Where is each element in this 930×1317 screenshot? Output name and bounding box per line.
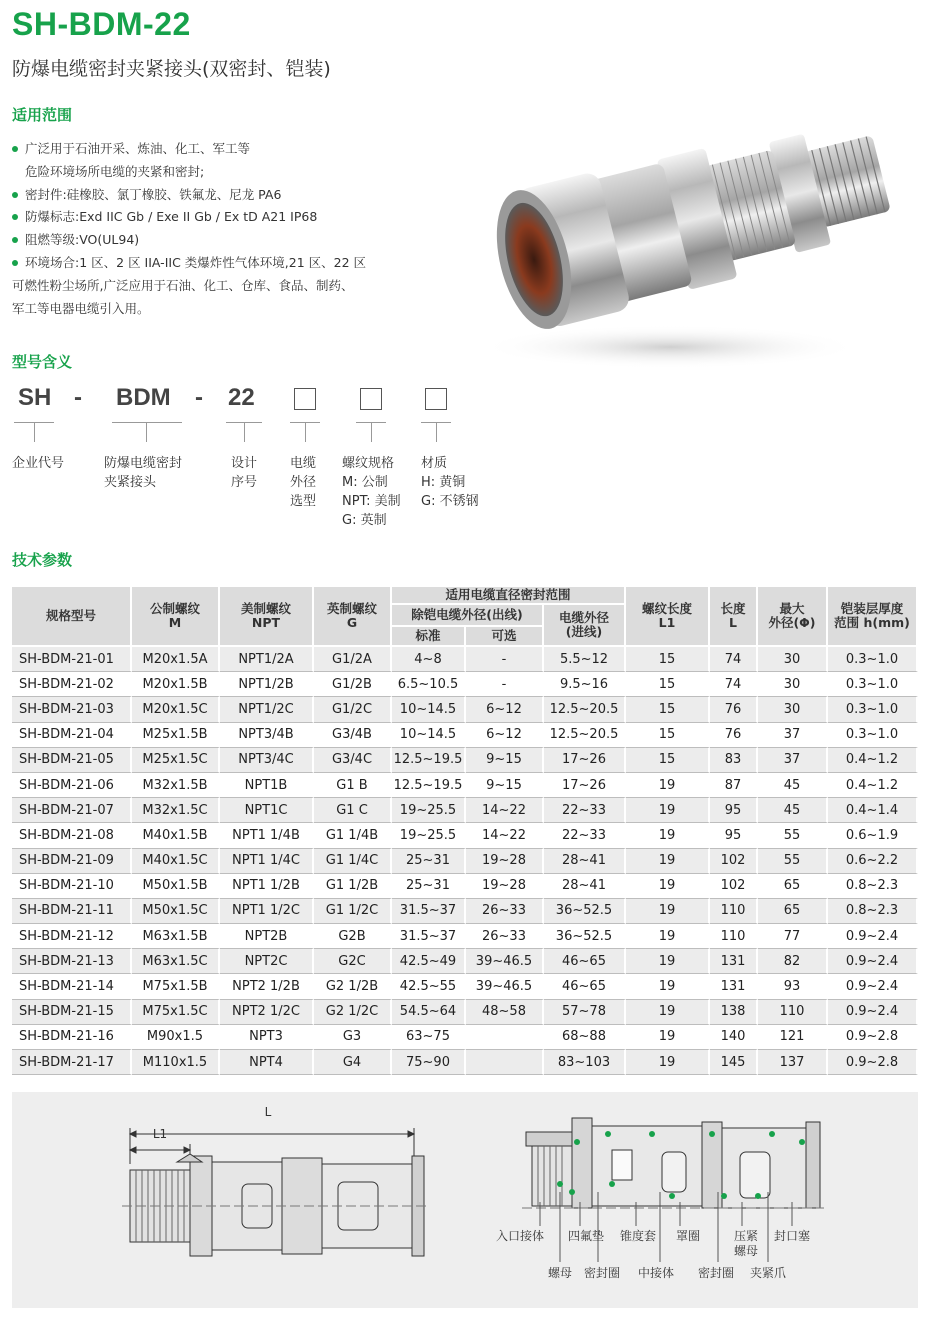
table-cell: M110x1.5 [132,1050,220,1075]
table-cell: SH-BDM-21-16 [12,1025,132,1050]
th-metric: 公制螺纹 M [132,587,220,647]
table-cell: 9.5~16 [544,672,626,697]
leader-line [244,422,245,442]
table-cell: 19~25.5 [392,798,466,823]
table-cell: 45 [758,773,828,798]
underline [112,422,182,423]
scope-list [12,138,452,320]
table-cell: NPT1 1/2B [220,874,314,899]
table-cell: 110 [710,899,758,924]
table-cell [466,1025,544,1050]
table-cell: 0.6~2.2 [828,849,918,874]
model-label-product: 防爆电缆密封 夹紧接头 [104,456,183,490]
model-label-material: 材质 H: 黄铜 G: 不锈钢 [421,456,479,509]
table-cell: 19 [626,1000,710,1025]
table-cell: SH-BDM-21-10 [12,874,132,899]
table-cell: M32x1.5C [132,798,220,823]
section-heading-tech: 技术参数 [12,551,73,569]
table-cell: 19 [626,974,710,999]
table-cell: 30 [758,697,828,722]
table-cell: 37 [758,723,828,748]
part-label: 中接体 [637,1266,675,1280]
table-cell: M20x1.5B [132,672,220,697]
model-label-thread: 螺纹规格 M: 公制 NPT: 美制 G: 英制 [342,456,401,528]
leader-line [436,422,437,442]
model-code-22: 22 [228,384,255,411]
table-cell: 9~15 [466,773,544,798]
table-row [12,924,918,949]
table-cell: M50x1.5C [132,899,220,924]
part-label: 密封圈 [697,1266,735,1280]
table-cell: 131 [710,974,758,999]
table-cell: SH-BDM-21-12 [12,924,132,949]
table-cell: SH-BDM-21-01 [12,647,132,672]
table-row [12,647,918,672]
table-cell: 0.8~2.3 [828,874,918,899]
table-cell: 121 [758,1025,828,1050]
model-code-dash: - [74,384,82,411]
table-cell: 55 [758,823,828,848]
table-cell: 45 [758,798,828,823]
page-subtitle: 防爆电缆密封夹紧接头(双密封、铠装) [12,58,331,80]
table-cell: SH-BDM-21-04 [12,723,132,748]
list-item: 防爆标志:Exd IIC Gb / Exe II Gb / Ex tD A21 IP68 [12,206,452,229]
table-row [12,949,918,974]
table-cell: M25x1.5C [132,748,220,773]
table-cell: 19 [626,773,710,798]
table-cell: 12.5~19.5 [392,773,466,798]
table-cell: 102 [710,849,758,874]
part-label: 螺母 [733,1244,759,1258]
part-label: 入口接体 [495,1229,545,1243]
part-label: 密封圈 [583,1266,621,1280]
table-cell: 0.3~1.0 [828,697,918,722]
table-row [12,672,918,697]
table-cell: - [466,672,544,697]
table-cell: 6~12 [466,697,544,722]
table-cell: M25x1.5B [132,723,220,748]
table-cell: 76 [710,723,758,748]
table-cell: M90x1.5 [132,1025,220,1050]
table-cell: M50x1.5B [132,874,220,899]
table-cell: 0.4~1.4 [828,798,918,823]
table-cell: 0.4~1.2 [828,748,918,773]
table-cell: NPT4 [220,1050,314,1075]
table-cell: 138 [710,1000,758,1025]
bullet-icon [12,214,18,220]
table-cell: 87 [710,773,758,798]
table-cell: 39~46.5 [466,974,544,999]
model-placeholder-box [360,388,382,410]
table-cell: NPT2 1/2C [220,1000,314,1025]
table-cell: 17~26 [544,748,626,773]
table-cell: 4~8 [392,647,466,672]
table-cell: 15 [626,723,710,748]
table-cell: M32x1.5B [132,773,220,798]
model-label-company: 企业代号 [12,456,65,471]
table-cell: 42.5~49 [392,949,466,974]
table-cell: 42.5~55 [392,974,466,999]
table-cell: 15 [626,697,710,722]
th-standard: 标准 [392,627,466,647]
table-cell: 28~41 [544,849,626,874]
table-cell: 14~22 [466,798,544,823]
section-heading-scope: 适用范围 [12,106,73,124]
table-cell: 0.9~2.4 [828,924,918,949]
section-heading-model: 型号含义 [12,353,73,371]
th-model: 规格型号 [12,587,132,647]
model-label-design: 设计 序号 [231,456,258,490]
table-cell: NPT3/4C [220,748,314,773]
model-label-cable: 电缆 外径 选型 [290,456,317,509]
table-cell: 36~52.5 [544,924,626,949]
table-cell: G2C [314,949,392,974]
table-row [12,974,918,999]
table-cell: M40x1.5C [132,849,220,874]
table-cell: SH-BDM-21-02 [12,672,132,697]
th-length: 长度 L [710,587,758,647]
table-cell: 12.5~19.5 [392,748,466,773]
table-cell: G1/2A [314,647,392,672]
th-optional: 可选 [466,627,544,647]
table-cell: 82 [758,949,828,974]
table-cell: G1 1/2B [314,874,392,899]
table-cell: 65 [758,899,828,924]
th-maxd: 最大 外径(Φ) [758,587,828,647]
table-cell: G3/4C [314,748,392,773]
table-cell: G1 1/4B [314,823,392,848]
table-cell: 19 [626,798,710,823]
table-row [12,899,918,924]
table-cell: 31.5~37 [392,899,466,924]
table-cell: 0.9~2.8 [828,1050,918,1075]
table-cell: G2 1/2C [314,1000,392,1025]
table-cell: M20x1.5A [132,647,220,672]
page-title: SH-BDM-22 [12,6,191,42]
th-npt: 美制螺纹 NPT [220,587,314,647]
spec-table-body [12,647,918,1075]
table-cell: 6~12 [466,723,544,748]
product-photo [470,92,910,382]
table-cell: 54.5~64 [392,1000,466,1025]
table-cell: 83~103 [544,1050,626,1075]
table-cell: NPT1/2C [220,697,314,722]
part-label: 罩圈 [675,1229,701,1243]
leader-line [146,422,147,442]
table-row [12,1025,918,1050]
part-label: 夹紧爪 [749,1266,787,1280]
table-cell: 12.5~20.5 [544,723,626,748]
table-cell: 0.9~2.4 [828,1000,918,1025]
table-cell: 30 [758,672,828,697]
table-cell: SH-BDM-21-17 [12,1050,132,1075]
table-cell: 110 [758,1000,828,1025]
table-cell: 31.5~37 [392,924,466,949]
table-cell: 46~65 [544,974,626,999]
table-cell: 74 [710,647,758,672]
table-cell: 77 [758,924,828,949]
table-cell: 36~52.5 [544,899,626,924]
table-cell: 48~58 [466,1000,544,1025]
table-cell: 0.3~1.0 [828,672,918,697]
table-cell: G2 1/2B [314,974,392,999]
list-item-continuation: 军工等电器电缆引入用。 [12,300,150,316]
table-cell: 30 [758,647,828,672]
table-cell: 15 [626,748,710,773]
table-cell: 22~33 [544,823,626,848]
table-cell: NPT1/2A [220,647,314,672]
list-item: 阻燃等级:VO(UL94) [12,229,452,252]
table-cell: 6.5~10.5 [392,672,466,697]
table-cell: NPT2C [220,949,314,974]
table-cell: 131 [710,949,758,974]
table-cell: 14~22 [466,823,544,848]
model-code-sh: SH [18,384,52,411]
model-placeholder-box [294,388,316,410]
table-cell: 12.5~20.5 [544,697,626,722]
table-cell: M40x1.5B [132,823,220,848]
table-cell: NPT1 1/4B [220,823,314,848]
table-cell: G3/4B [314,723,392,748]
part-label: 压紧 [733,1229,759,1243]
table-cell: 46~65 [544,949,626,974]
table-cell: 25~31 [392,849,466,874]
table-row [12,1050,918,1075]
table-cell: SH-BDM-21-07 [12,798,132,823]
table-cell: SH-BDM-21-03 [12,697,132,722]
table-row [12,874,918,899]
part-label: 锥度套 [619,1229,657,1243]
table-cell: 0.3~1.0 [828,647,918,672]
th-outer: 电缆外径 (进线) [544,605,626,647]
table-cell: 63~75 [392,1025,466,1050]
list-item: 环境场合:1 区、2 区 IIA-IIC 类爆炸性气体环境,21 区、22 区 [12,252,452,275]
table-cell: 10~14.5 [392,723,466,748]
table-cell [466,1050,544,1075]
table-cell: 76 [710,697,758,722]
table-cell: 19 [626,949,710,974]
table-row [12,748,918,773]
table-cell: 19 [626,1050,710,1075]
table-cell: M75x1.5C [132,1000,220,1025]
table-cell: 19 [626,1025,710,1050]
table-cell: NPT1 1/2C [220,899,314,924]
bullet-icon [12,192,18,198]
table-cell: G3 [314,1025,392,1050]
table-cell: SH-BDM-21-05 [12,748,132,773]
leader-line [34,422,35,442]
bullet-icon [12,237,18,243]
dimension-label-l1: L1 [152,1127,168,1141]
table-cell: 0.9~2.8 [828,1025,918,1050]
table-cell: G1/2B [314,672,392,697]
part-label: 四氟垫 [567,1229,605,1243]
table-cell: 55 [758,849,828,874]
table-cell: 17~26 [544,773,626,798]
table-cell: M63x1.5B [132,924,220,949]
table-cell: 19 [626,924,710,949]
bullet-icon [12,260,18,266]
table-cell: NPT2 1/2B [220,974,314,999]
part-label: 螺母 [547,1266,573,1280]
table-cell: NPT2B [220,924,314,949]
table-cell: G1 1/4C [314,849,392,874]
table-cell: NPT1 1/4C [220,849,314,874]
table-cell: 65 [758,874,828,899]
table-row [12,823,918,848]
table-cell: NPT1/2B [220,672,314,697]
table-cell: 19 [626,849,710,874]
leader-line [371,422,372,442]
table-cell: 19~28 [466,874,544,899]
table-cell: NPT3 [220,1025,314,1050]
table-row [12,1000,918,1025]
table-cell: 102 [710,874,758,899]
table-cell: 110 [710,924,758,949]
table-cell: 68~88 [544,1025,626,1050]
table-cell: NPT3/4B [220,723,314,748]
cross-section-diagram [12,1092,918,1308]
table-cell: 0.9~2.4 [828,974,918,999]
model-code-dash: - [195,384,203,411]
table-cell: G2B [314,924,392,949]
table-cell: NPT1C [220,798,314,823]
table-cell: 28~41 [544,874,626,899]
table-row [12,798,918,823]
table-cell: 19 [626,823,710,848]
table-cell: 0.8~2.3 [828,899,918,924]
table-cell: M20x1.5C [132,697,220,722]
table-cell: NPT1B [220,773,314,798]
table-cell: G4 [314,1050,392,1075]
table-cell: 137 [758,1050,828,1075]
table-cell: SH-BDM-21-11 [12,899,132,924]
table-cell: - [466,647,544,672]
table-cell: 25~31 [392,874,466,899]
table-cell: 15 [626,647,710,672]
bullet-icon [12,146,18,152]
th-range: 适用电缆直径密封范围 [392,587,626,605]
leader-line [305,422,306,442]
table-cell: 83 [710,748,758,773]
table-cell: SH-BDM-21-06 [12,773,132,798]
table-cell: 5.5~12 [544,647,626,672]
table-cell: 57~78 [544,1000,626,1025]
table-cell: M63x1.5C [132,949,220,974]
table-cell: M75x1.5B [132,974,220,999]
table-cell: 15 [626,672,710,697]
table-cell: 145 [710,1050,758,1075]
table-row [12,773,918,798]
table-row [12,849,918,874]
table-cell: 9~15 [466,748,544,773]
th-g: 英制螺纹 G [314,587,392,647]
table-cell: G1 C [314,798,392,823]
table-cell: 93 [758,974,828,999]
table-cell: 0.3~1.0 [828,723,918,748]
list-item-continuation: 可燃性粉尘场所,广泛应用于石油、化工、仓库、食品、制药、 [12,277,354,293]
table-cell: 22~33 [544,798,626,823]
table-cell: 95 [710,823,758,848]
table-cell: SH-BDM-21-15 [12,1000,132,1025]
table-cell: 19 [626,899,710,924]
th-l1: 螺纹长度 L1 [626,587,710,647]
model-placeholder-box [425,388,447,410]
table-cell: 37 [758,748,828,773]
table-cell: SH-BDM-21-09 [12,849,132,874]
table-cell: SH-BDM-21-08 [12,823,132,848]
spec-table [12,587,918,1075]
table-cell: 19~28 [466,849,544,874]
list-item: 密封件:硅橡胶、氯丁橡胶、铁氟龙、尼龙 PA6 [12,184,452,207]
table-row [12,723,918,748]
table-cell: 26~33 [466,924,544,949]
part-label: 封口塞 [773,1229,811,1243]
th-inner: 除铠电缆外径(出线) [392,605,544,627]
list-item-continuation: 危险环境场所电缆的夹紧和密封; [25,163,205,179]
table-cell: 75~90 [392,1050,466,1075]
table-cell: 0.4~1.2 [828,773,918,798]
external-view-drawing [122,1128,430,1256]
table-cell: G1 B [314,773,392,798]
list-item: 广泛用于石油开采、炼油、化工、军工等 [12,138,452,161]
table-cell: G1/2C [314,697,392,722]
table-cell: 10~14.5 [392,697,466,722]
table-cell: G1 1/2C [314,899,392,924]
dimension-label-l: L [264,1105,272,1119]
table-cell: 95 [710,798,758,823]
table-cell: 74 [710,672,758,697]
table-cell: 39~46.5 [466,949,544,974]
table-cell: 0.9~2.4 [828,949,918,974]
diagram-panel [12,1092,918,1308]
table-cell: 19 [626,874,710,899]
table-cell: SH-BDM-21-14 [12,974,132,999]
table-cell: 140 [710,1025,758,1050]
model-code-diagram [0,384,500,534]
model-code-bdm: BDM [116,384,171,411]
table-cell: 0.6~1.9 [828,823,918,848]
table-cell: SH-BDM-21-13 [12,949,132,974]
th-armor: 铠装层厚度 范围 h(mm) [828,587,918,647]
table-row [12,697,918,722]
table-cell: 19~25.5 [392,823,466,848]
table-cell: 26~33 [466,899,544,924]
